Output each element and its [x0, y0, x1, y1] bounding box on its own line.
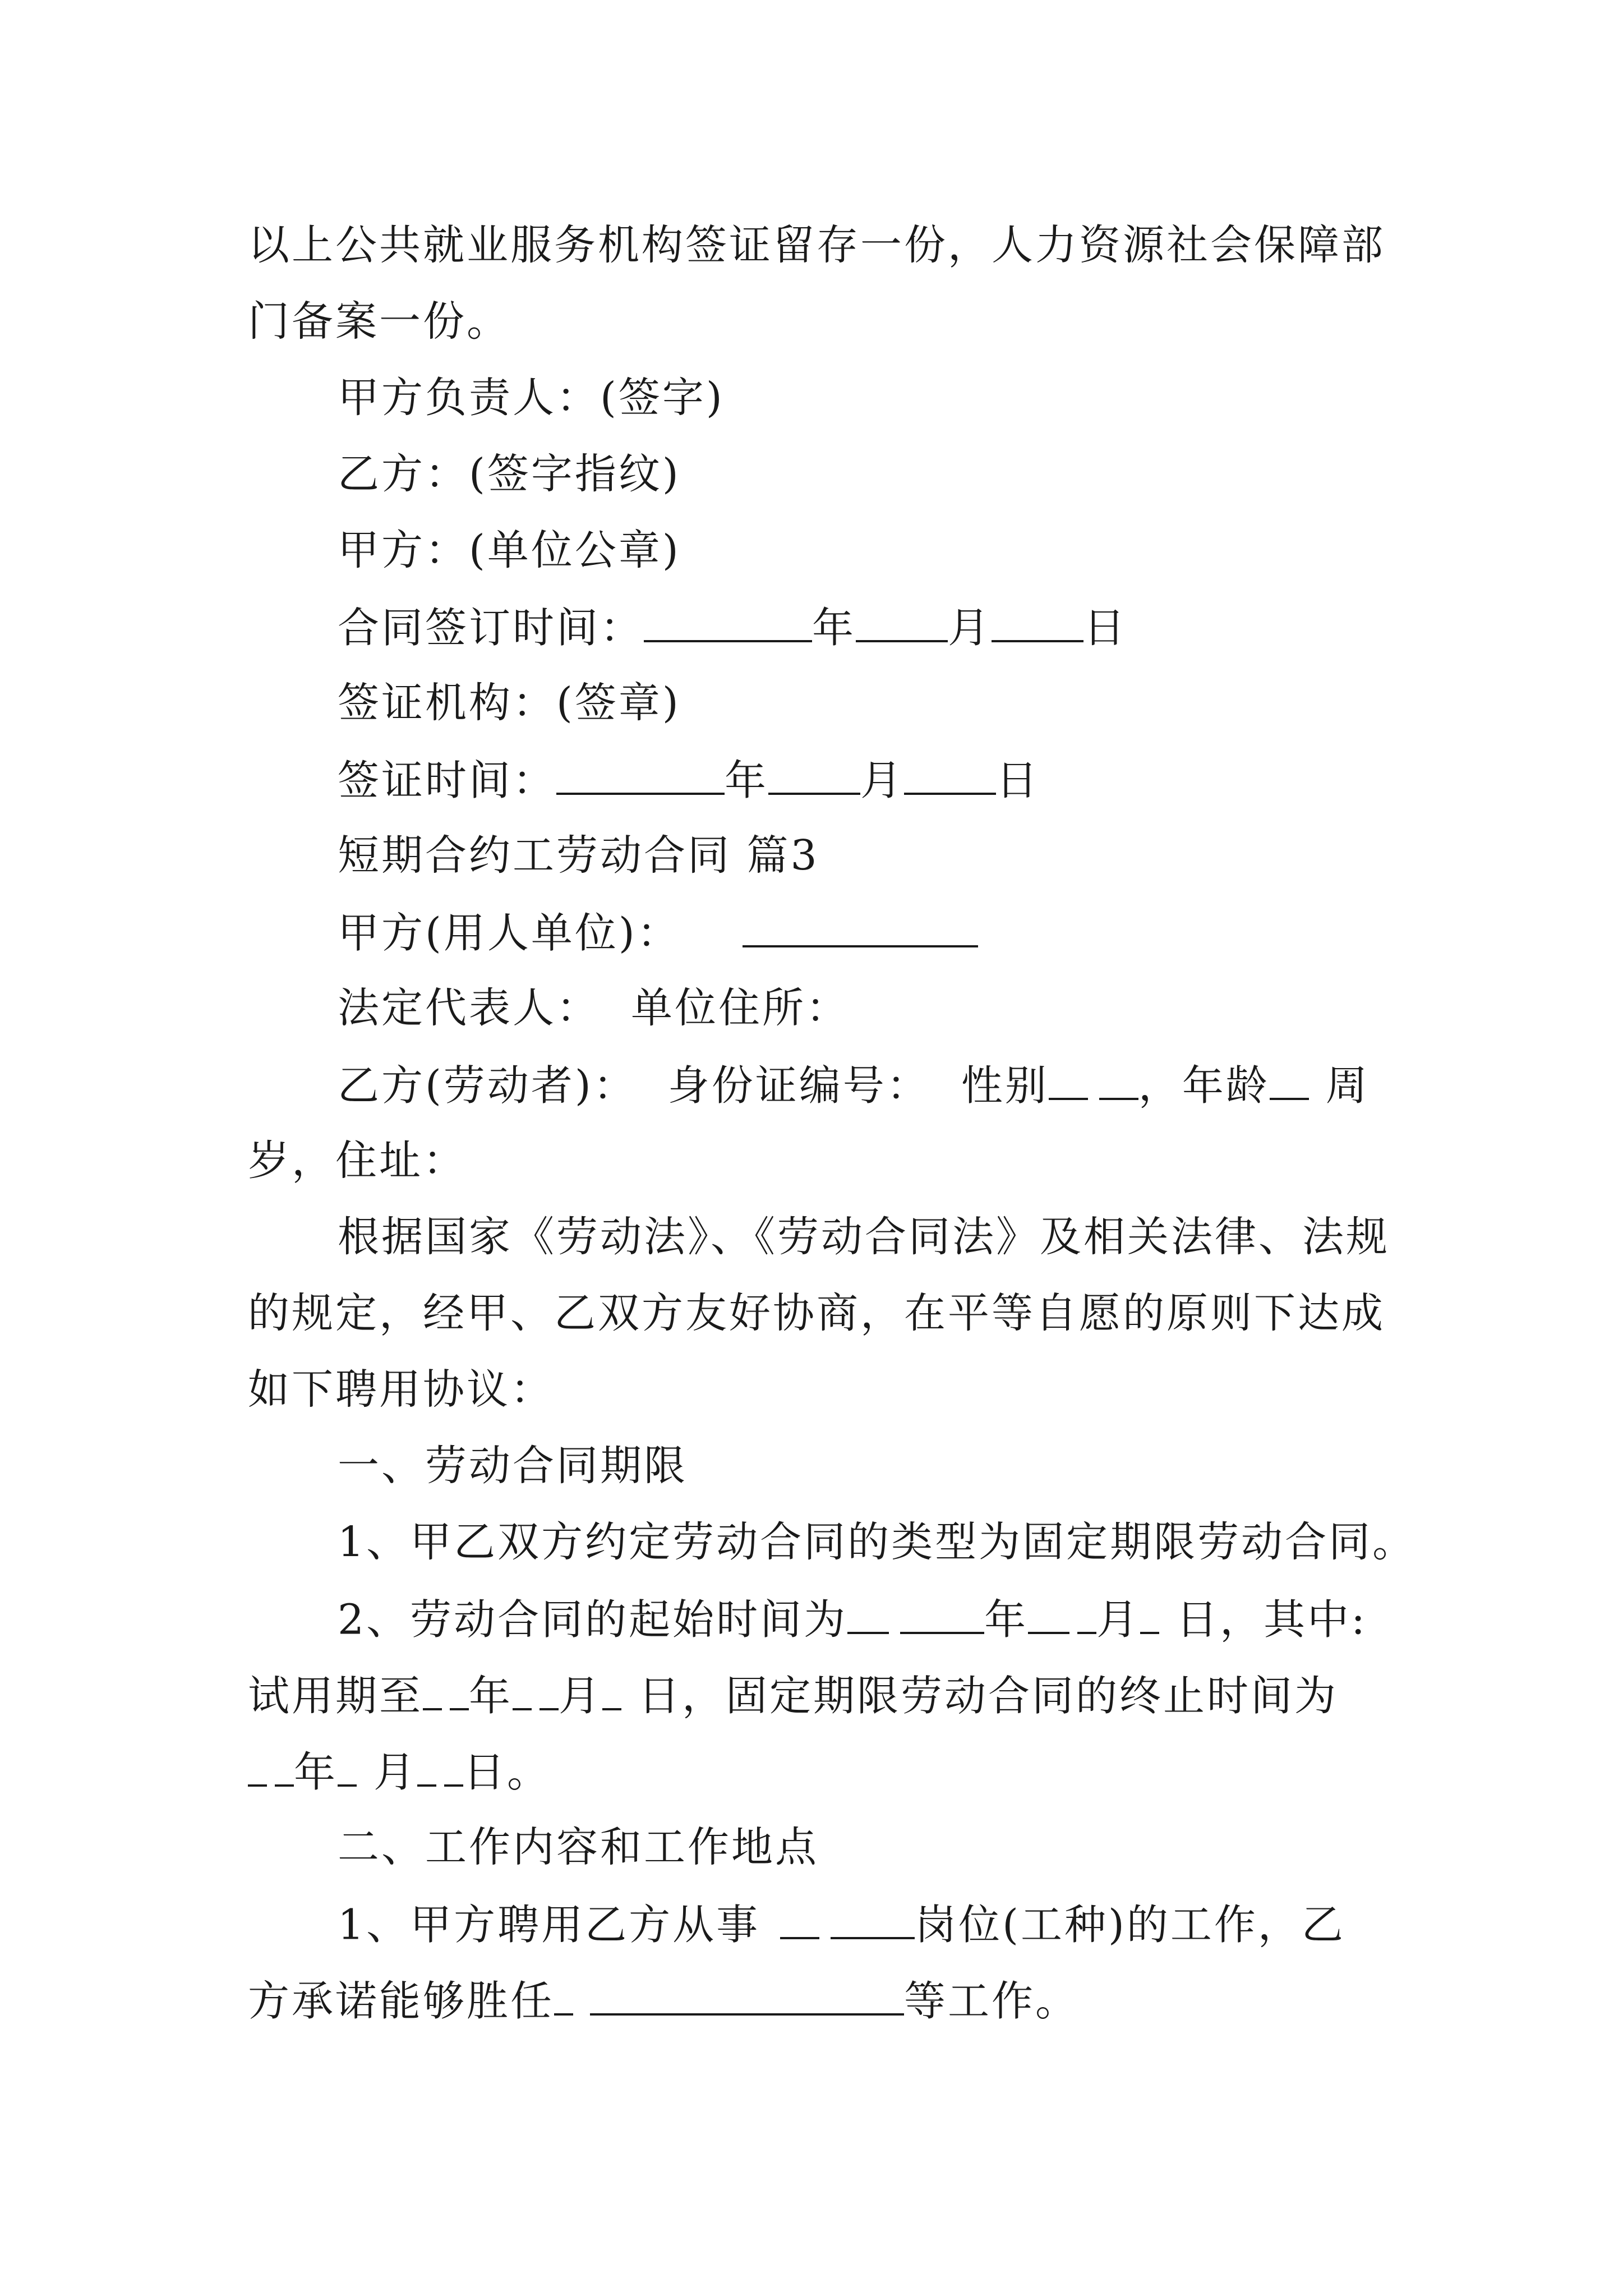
- paragraph-line: [248, 1137, 467, 1185]
- text: 等工作。: [904, 1977, 1079, 2026]
- section-heading: [338, 1442, 688, 1490]
- blank-field: [275, 1750, 294, 1787]
- blank-field: [1140, 1598, 1159, 1634]
- text: 年: [725, 756, 768, 805]
- text: 年: [469, 1672, 513, 1720]
- legal-rep-line: [338, 984, 850, 1032]
- blank-field: [602, 1674, 621, 1710]
- text: 年: [812, 604, 856, 652]
- text: 如下聘用协议：: [248, 1365, 554, 1414]
- text: 一、劳动合同期限: [338, 1442, 688, 1490]
- text: 年: [294, 1748, 338, 1797]
- text: 乙方(劳动者)： 身份证编号： 性别: [338, 1061, 1049, 1110]
- text: 1、甲方聘用乙方从事: [338, 1901, 760, 1949]
- blank-field: [248, 1750, 267, 1787]
- blank-field: [780, 1903, 819, 1939]
- text: 二、工作内容和工作地点: [338, 1823, 819, 1871]
- blank-field: [554, 1979, 573, 2016]
- contract-date-line: [338, 604, 1127, 652]
- text: 日: [463, 1748, 507, 1797]
- blank-field: [743, 911, 978, 947]
- text: 试用期至: [248, 1672, 423, 1720]
- section-title: [338, 831, 819, 880]
- signature-line-party-a-lead: [338, 374, 725, 422]
- probation-line: [248, 1672, 1338, 1720]
- blank-field: [1028, 1598, 1069, 1634]
- text: 方承诺能够胜任: [248, 1977, 554, 2026]
- text: 甲方：(单位公章): [338, 526, 681, 574]
- signature-line-party-b: [338, 450, 681, 498]
- paragraph-line: [248, 1289, 1385, 1337]
- text: 月: [1096, 1595, 1141, 1644]
- blank-field: [644, 606, 812, 642]
- visa-agency-line: [338, 679, 681, 727]
- text: 门备案一份。: [248, 297, 510, 346]
- blank-field: [904, 758, 996, 795]
- section-heading: [338, 1823, 819, 1871]
- blank-field: [1099, 1064, 1138, 1100]
- blank-field: [856, 606, 948, 642]
- text: 月: [948, 604, 992, 652]
- text: 的规定，经甲、乙双方友好协商，在平等自愿的原则下达成: [248, 1289, 1385, 1337]
- text: ，其中:: [1220, 1595, 1368, 1644]
- blank-field: [444, 1750, 463, 1787]
- blank-field: [513, 1674, 532, 1710]
- job-line: [338, 1901, 1345, 1949]
- text: 签证机构：(签章): [338, 679, 681, 727]
- text: 以上公共就业服务机构签证留存一份，人力资源社会保障部: [248, 221, 1385, 269]
- text: 乙方：(签字指纹): [338, 450, 681, 498]
- text: 岁，住址：: [248, 1137, 467, 1185]
- blank-field: [900, 1598, 984, 1634]
- text: 岗位(工种)的工作，乙: [915, 1901, 1345, 1949]
- blank-field: [450, 1674, 469, 1710]
- text: 年: [984, 1595, 1029, 1644]
- blank-field: [1049, 1064, 1088, 1100]
- paragraph-line: [248, 297, 510, 346]
- blank-field: [417, 1750, 436, 1787]
- blank-field: [1270, 1064, 1309, 1100]
- text: 日: [638, 1672, 682, 1720]
- text: 1、甲乙双方约定劳动合同的类型为固定期限劳动合同。: [338, 1518, 1417, 1566]
- text: 合同签订时间：: [338, 604, 644, 652]
- blank-field: [768, 758, 860, 795]
- text: 法定代表人： 单位住所：: [338, 984, 850, 1032]
- paragraph-line: [338, 1518, 1417, 1566]
- visa-date-line: [338, 756, 1040, 805]
- text: 甲方负责人：(签字): [338, 374, 725, 422]
- text: 日: [996, 756, 1040, 805]
- text: 甲方(用人单位)：: [338, 909, 681, 958]
- text: 根据国家《劳动法》、《劳动合同法》及相关法律、法规: [338, 1213, 1390, 1261]
- blank-field: [847, 1598, 889, 1634]
- term-end-line: [248, 1748, 551, 1797]
- paragraph-line: [248, 221, 1385, 269]
- text: 月: [374, 1748, 417, 1797]
- blank-field: [590, 1979, 904, 2016]
- text: 。: [507, 1748, 551, 1797]
- text: 周: [1325, 1061, 1370, 1110]
- blank-field: [423, 1674, 442, 1710]
- blank-field: [556, 758, 725, 795]
- blank-field: [992, 606, 1083, 642]
- text: 签证时间：: [338, 756, 556, 805]
- text: 2、劳动合同的起始时间为: [338, 1595, 848, 1644]
- blank-field: [338, 1750, 357, 1787]
- text: ，年龄: [1138, 1061, 1270, 1110]
- paragraph-line: [338, 1213, 1390, 1261]
- blank-field: [1077, 1598, 1096, 1634]
- party-b-line: [338, 1061, 1370, 1110]
- blank-field: [831, 1903, 915, 1939]
- text: 日: [1083, 604, 1127, 652]
- job-line-continued: [248, 1977, 1079, 2026]
- blank-field: [540, 1674, 559, 1710]
- paragraph-line: [248, 1365, 554, 1414]
- text: 月: [559, 1672, 602, 1720]
- signature-line-party-a: [338, 526, 681, 574]
- text: 短期合约工劳动合同 篇3: [338, 831, 819, 880]
- text: 日: [1176, 1595, 1220, 1644]
- text: ，固定期限劳动合同的终止时间为: [682, 1672, 1338, 1720]
- term-start-line: [338, 1595, 1368, 1644]
- text: 月: [860, 756, 904, 805]
- party-a-line: [338, 909, 978, 958]
